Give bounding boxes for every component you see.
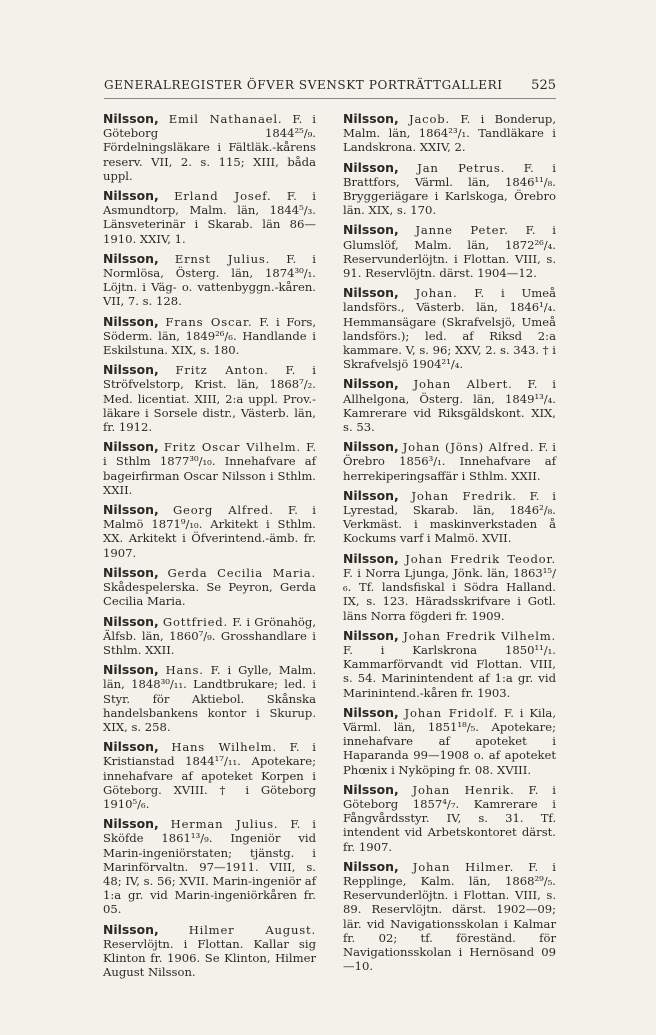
entry-details: F. i Asmundtorp, Malm. län, 1844⁵/₃. Länsveterinär i Skarab. län 86—1910. XXIV, 1.: [103, 189, 316, 246]
entry-given-names: Gerda Cecilia Maria.: [167, 565, 317, 580]
entry-given-names: Hilmer August.: [188, 922, 316, 937]
entry-given-names: Fritz Anton.: [175, 363, 269, 378]
register-entry: [103, 615, 316, 658]
entry-details: F. i Norra Ljunga, Jönk. län, 1863¹⁵/₆. Tf. landsfiskal i Södra Halland. IX, s. 123. Häradsskrifvare i Gotl. läns Norra fögderi fr. 1909.: [343, 565, 556, 623]
register-entry: [103, 252, 316, 309]
register-entry: [103, 663, 316, 734]
entry-details: F. i Grönahög, Älfsb. län, 1860⁷/₉. Grosshandlare i Sthlm. XXII.: [103, 614, 317, 657]
entry-details: F. i Göteborg 1844²⁵/₉. Fördelningsläkare i Fältläk.-kårens reserv. VII, 2. s. 115; XIII, båda uppl.: [103, 112, 316, 183]
entry-given-names: Emil Nathanael.: [168, 112, 283, 126]
entry-given-names: Johan Fredrik Teodor.: [405, 551, 556, 566]
entry-given-names: Johan Albert.: [413, 377, 513, 392]
entry-details: F. i Repplinge, Kalm. län, 1868²⁹/₅. Reservunderlöjtn. i Flottan. VIII, s. 89. Reservlöjtn. därst. 1902—09; lär. vid Navigationsskolan i Kalmar fr. 02; tf. föreständ. för Navigationsskolan i Hernösand 09—10.: [343, 859, 556, 974]
header-title: GENERALREGISTER ÖFVER SVENSKT PORTRÄTTGALLERI: [104, 78, 503, 92]
running-header: [104, 78, 556, 99]
entry-surname: Nilsson,: [343, 376, 399, 392]
entry-surname: Nilsson,: [343, 781, 399, 797]
entry-details: F. i Karlskrona 1850¹¹/₁. Kammarförvandt vid Flottan. VIII, s. 54. Marinintendent af 1:a gr. vid Marinintend.-kåren fr. 1903.: [343, 642, 556, 700]
entry-details: F. i Lyrestad, Skarab. län, 1846²/₈. Verkmäst. i maskinverkstaden å Kockums varf i Malmö. XVII.: [343, 488, 556, 546]
register-entry: [103, 817, 316, 916]
entry-given-names: Hans Wilhelm.: [171, 740, 277, 755]
register-entry: [103, 440, 316, 497]
entry-given-names: Janne Peter.: [415, 223, 509, 238]
entry-details: F. i Ströfvelstorp, Krist. län, 1868⁷/₂. Med. licentiat. XIII, 2:a uppl. Prov.-läkare i Sorsele distr., Västerb. län, fr. 1912.: [103, 363, 317, 435]
entry-details: F. i Fors, Söderm. län, 1849²⁶/₆. Handlande i Eskilstuna. XIX, s. 180.: [103, 314, 316, 358]
entry-surname: Nilsson,: [103, 502, 159, 518]
right-column: [343, 112, 556, 979]
entry-details: F. i Gylle, Malm. län, 1848³⁰/₁₁. Landtbrukare; led. i Styr. för Aktiebol. Skånska handelsbankens kontor i Skurup. XIX, s. 258.: [103, 663, 317, 734]
register-entry: [343, 112, 556, 155]
entry-given-names: Frans Oscar.: [165, 314, 253, 329]
entry-given-names: Johan.: [415, 286, 458, 301]
entry-surname: Nilsson,: [343, 550, 399, 566]
entry-surname: Nilsson,: [343, 222, 399, 238]
entry-details: F. i Örebro 1856³/₁. Innehafvare af herrekiperingsaffär i Sthlm. XXII.: [343, 440, 557, 483]
register-entry: [343, 629, 556, 700]
entry-given-names: Herman Julius.: [170, 817, 279, 832]
register-entry: [343, 286, 556, 371]
entry-given-names: Ernst Julius.: [174, 251, 271, 266]
entry-given-names: Jacob.: [409, 112, 450, 126]
entry-surname: Nilsson,: [103, 313, 159, 329]
register-entry: [103, 112, 316, 183]
entry-surname: Nilsson,: [103, 921, 159, 937]
register-entry: [103, 503, 316, 560]
register-entry: [103, 566, 316, 609]
left-column: [103, 112, 316, 985]
entry-given-names: Georg Alfred.: [173, 503, 274, 518]
entry-surname: Nilsson,: [343, 111, 399, 126]
entry-details: F. i Kila, Värml. län, 1851¹⁸/₅. Apotekare; innehafvare af apoteket i Haparanda 99—1908 o. af apoteket Phœnix i Nyköping fr. 08. XVIII.: [343, 705, 557, 777]
entry-given-names: Johan Fridolf.: [404, 705, 499, 720]
entry-given-names: Gottfried.: [162, 614, 228, 629]
entry-given-names: Hans.: [165, 663, 204, 678]
entry-surname: Nilsson,: [103, 739, 159, 755]
entry-surname: Nilsson,: [103, 613, 159, 629]
entry-surname: Nilsson,: [103, 188, 159, 204]
page-number: 525: [531, 78, 556, 93]
entry-surname: Nilsson,: [343, 285, 399, 301]
entry-surname: Nilsson,: [343, 159, 399, 175]
entry-surname: Nilsson,: [343, 704, 399, 720]
register-entry: [343, 440, 556, 483]
entry-details: F. i Allhelgona, Österg. län, 1849¹³/₄. Kamrerare vid Riksgäldskont. XIX, s. 53.: [343, 377, 557, 435]
register-entry: [103, 189, 316, 246]
entry-surname: Nilsson,: [343, 487, 399, 503]
entry-surname: Nilsson,: [103, 816, 159, 832]
entry-surname: Nilsson,: [103, 250, 159, 266]
entry-details: F. i Kristianstad 1844¹⁷/₁₁. Apotekare; innehafvare af apoteket Korpen i Göteborg. XVIII. † i Göteborg 1910⁵/₆.: [103, 740, 317, 811]
entry-surname: Nilsson,: [343, 858, 399, 874]
register-entry: [343, 552, 556, 623]
entry-given-names: Erland Josef.: [174, 189, 272, 204]
entry-given-names: Johan Henrik.: [412, 782, 515, 797]
entry-details: F. i Malmö 1871⁹/₁₀. Arkitekt i Sthlm. XX. Arkitekt i Öfverintend.-ämb. fr. 1907.: [103, 503, 316, 560]
entry-surname: Nilsson,: [103, 111, 159, 126]
entry-details: F. i Glumslöf, Malm. län, 1872²⁶/₄. Reservunderlöjtn. i Flottan. VIII, s. 91. Reservlöjtn. därst. 1904—12.: [343, 223, 556, 281]
entry-given-names: Jan Petrus.: [417, 160, 506, 175]
register-entry: [343, 377, 556, 434]
entry-given-names: Johan Fredrik.: [411, 488, 517, 503]
entry-surname: Nilsson,: [343, 627, 399, 643]
entry-details: F. i Normlösa, Österg. län, 1874³⁰/₁. Löjtn. i Väg- o. vattenbyggn.-kåren. VII, 7. s. 128.: [103, 251, 317, 309]
entry-surname: Nilsson,: [103, 662, 159, 678]
entry-surname: Nilsson,: [103, 439, 159, 455]
register-entry: [343, 783, 556, 854]
entry-surname: Nilsson,: [343, 439, 399, 455]
entry-details: F. i Göteborg 1857⁴/₇. Kamrerare i Fångvårdsstyr. IV, s. 31. Tf. intendent vid Arbetskontoret därst. fr. 1907.: [343, 782, 556, 854]
register-entry: [103, 740, 316, 811]
entry-given-names: Johan Hilmer.: [412, 859, 515, 874]
register-entry: [343, 489, 556, 546]
entry-details: Skådespelerska. Se Peyron, Gerda Cecilia Maria.: [103, 580, 316, 609]
entry-surname: Nilsson,: [103, 564, 159, 580]
register-entry: [103, 363, 316, 434]
entry-details: F. i Brattfors, Värml. län, 1846¹¹/₈. Bryggeriägare i Karlskoga, Örebro län. XIX, s. 170.: [343, 160, 556, 218]
entry-given-names: Fritz Oscar Vilhelm.: [163, 440, 301, 455]
register-entry: [103, 923, 316, 980]
entry-details: Reservlöjtn. i Flottan. Kallar sig Klinton fr. 1906. Se Klinton, Hilmer August Nilsson.: [103, 936, 316, 980]
register-entry: [103, 315, 316, 358]
entry-surname: Nilsson,: [103, 362, 159, 378]
entry-details: F. i Umeå landsförs., Västerb. län, 1846¹/₄. Hemmansägare (Skrafvelsjö, Umeå landsförs.); led. af Riksd 2:a kammare. V, s. 96; XXV, 2. s. 343. † i Skrafvelsjö 1904²¹/₄.: [343, 286, 557, 372]
register-entry: [343, 860, 556, 974]
entry-details: F. i Sköfde 1861¹³/₉. Ingeniör vid Marin-ingeniörstaten; tjänstg. i Marinförvaltn. 97—1911. VIII, s. 48; IV, s. 56; XVII. Marin-ingeniör af 1:a gr. vid Marin-ingeniörkåren fr. 05.: [103, 817, 316, 917]
register-entry: [343, 161, 556, 218]
register-entry: [343, 706, 556, 777]
entry-given-names: Johan (Jöns) Alfred.: [402, 440, 535, 455]
entry-details: F. i Bonderup, Malm. län, 1864²³/₁. Tandläkare i Landskrona. XXIV, 2.: [343, 112, 557, 155]
register-entry: [343, 223, 556, 280]
entry-given-names: Johan Fredrik Vilhelm.: [403, 628, 556, 643]
entry-details: F. i Sthlm 1877³⁰/₁₀. Innehafvare af bageirfirman Oscar Nilsson i Sthlm. XXII.: [103, 440, 317, 497]
